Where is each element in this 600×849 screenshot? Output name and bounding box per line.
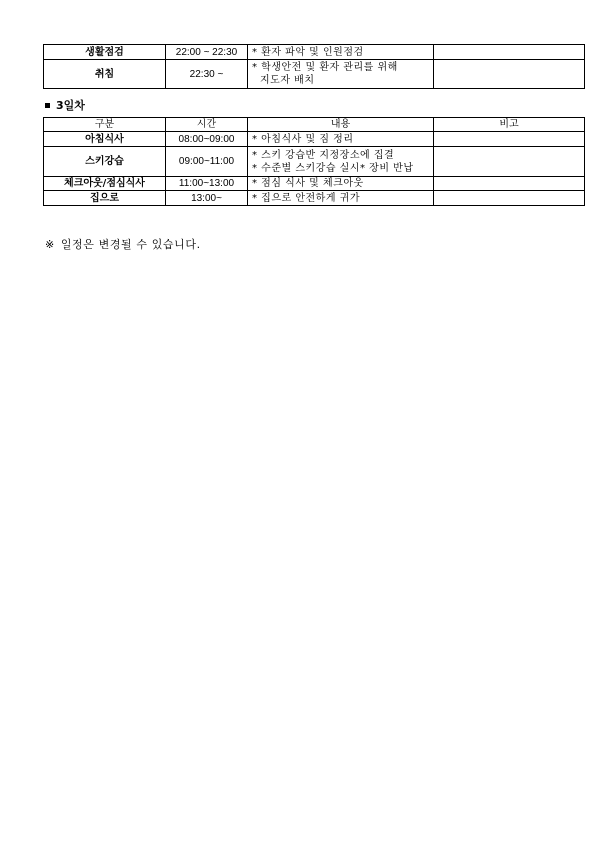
header-note: 비고 <box>434 118 585 132</box>
table-row <box>44 45 585 60</box>
table-row <box>44 60 585 89</box>
time-cell: 22:00 ~ 22:30 <box>166 45 248 60</box>
time-cell: 09:00~11:00 <box>166 147 248 177</box>
header-content: 내용 <box>248 118 434 132</box>
reference-mark-icon: ※ <box>45 238 55 251</box>
note-text: 일정은 변경될 수 있습니다. <box>60 238 201 251</box>
content-line: * 점심 식사 및 체크아웃 <box>252 178 364 189</box>
category-cell: 스키강습 <box>44 147 166 177</box>
time-cell: 08:00~09:00 <box>166 132 248 147</box>
table-row <box>44 177 585 191</box>
schedule-table-day2-end <box>43 44 585 89</box>
content-line: * 환자 파악 및 인원점검 <box>252 46 364 58</box>
content-cell <box>248 60 434 89</box>
content-cell <box>248 147 434 177</box>
schedule-table-day3 <box>43 117 585 206</box>
square-bullet-icon <box>45 103 50 108</box>
time-cell: 22:30 ~ <box>166 60 248 89</box>
content-line: * 아침식사 및 짐 정리 <box>252 133 354 145</box>
table-row <box>44 147 585 177</box>
category-cell: 생활점검 <box>44 45 166 60</box>
note-cell <box>434 45 585 60</box>
content-line: * 집으로 안전하게 귀가 <box>252 192 360 204</box>
content-cell <box>248 132 434 147</box>
content-cell <box>248 177 434 191</box>
section-title: 3일차 <box>56 99 85 112</box>
content-cell <box>248 45 434 60</box>
content-line: * 학생안전 및 환자 관리를 위해 <box>252 62 398 73</box>
header-category: 구분 <box>44 118 166 132</box>
content-cell <box>248 191 434 206</box>
category-cell: 집으로 <box>44 191 166 206</box>
section-heading-day3 <box>45 97 85 113</box>
time-cell: 13:00~ <box>166 191 248 206</box>
category-cell: 아침식사 <box>44 132 166 147</box>
category-cell: 취침 <box>44 60 166 89</box>
note-cell <box>434 177 585 191</box>
note-cell <box>434 60 585 89</box>
table-row <box>44 191 585 206</box>
header-time: 시간 <box>166 118 248 132</box>
schedule-change-note <box>45 236 201 252</box>
content-line: * 수준별 스키강습 실시* 장비 반납 <box>252 162 414 174</box>
note-cell <box>434 147 585 177</box>
time-cell: 11:00~13:00 <box>166 177 248 191</box>
table-header-row <box>44 118 585 132</box>
content-line: 지도자 배치 <box>260 75 315 86</box>
content-line: * 스키 강습반 지정장소에 집결 <box>252 149 395 161</box>
note-cell <box>434 132 585 147</box>
note-cell <box>434 191 585 206</box>
table-row <box>44 132 585 147</box>
category-cell: 체크아웃/점심식사 <box>44 177 166 191</box>
